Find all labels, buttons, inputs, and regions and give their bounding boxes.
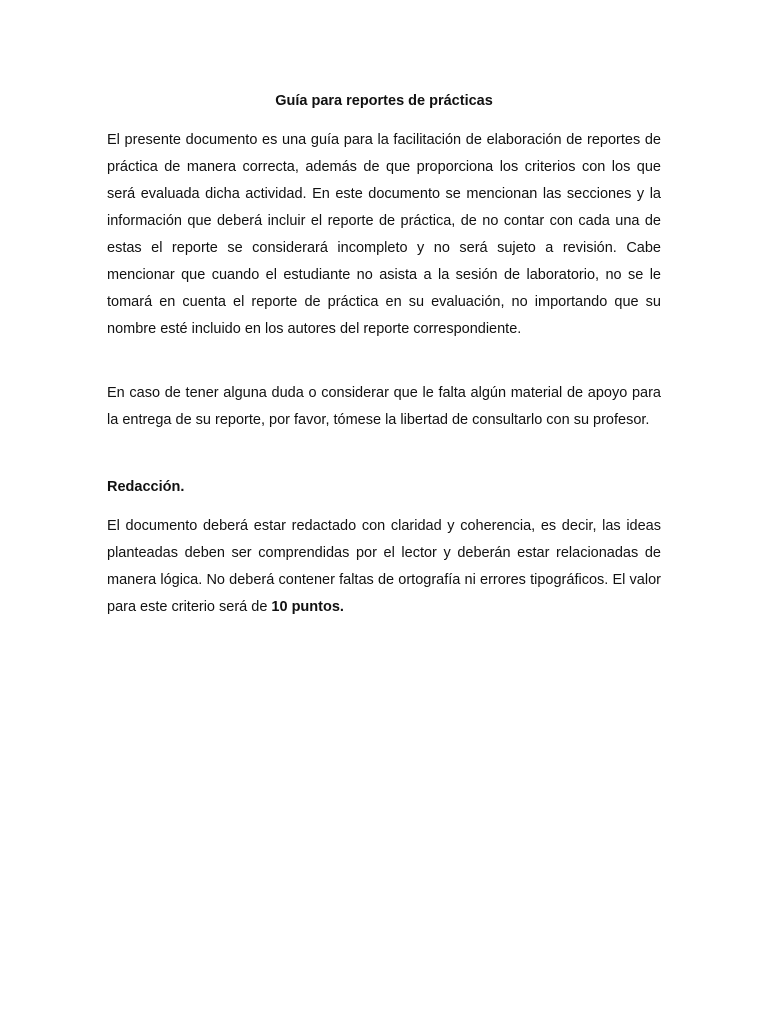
redaccion-paragraph-text: El documento deberá estar redactado con claridad y coherencia, es decir, las ideas planteadas deben ser comprendidas por el lector y deberán estar relacionadas de manera lógica. No deberá contener faltas de ortografía ni errores tipográficos. El valor para este criterio será de bbox=[107, 518, 661, 615]
intro-paragraph: El presente documento es una guía para la facilitación de elaboración de reportes de práctica de manera correcta, además de que proporciona los criterios con los que será evaluada dicha actividad. En este documento se mencionan las secciones y la información que deberá incluir el reporte de práctica, de no contar con cada una de estas el reporte se considerará incompleto y no será sujeto a revisión. Cabe mencionar que cuando el estudiante no asista a la sesión de laboratorio, no se le tomará en cuenta el reporte de práctica en su evaluación, no importando que su nombre esté incluido en los autores del reporte correspondiente. bbox=[107, 132, 661, 337]
redaccion-points: 10 puntos. bbox=[271, 599, 344, 615]
help-paragraph: En caso de tener alguna duda o considerar que le falta algún material de apoyo para la entrega de su reporte, por favor, tómese la libertad de consultarlo con su profesor. bbox=[107, 385, 661, 428]
redaccion-paragraph bbox=[107, 513, 661, 621]
document-title: Guía para reportes de prácticas bbox=[275, 93, 493, 109]
section-heading-redaccion: Redacción. bbox=[107, 479, 185, 495]
